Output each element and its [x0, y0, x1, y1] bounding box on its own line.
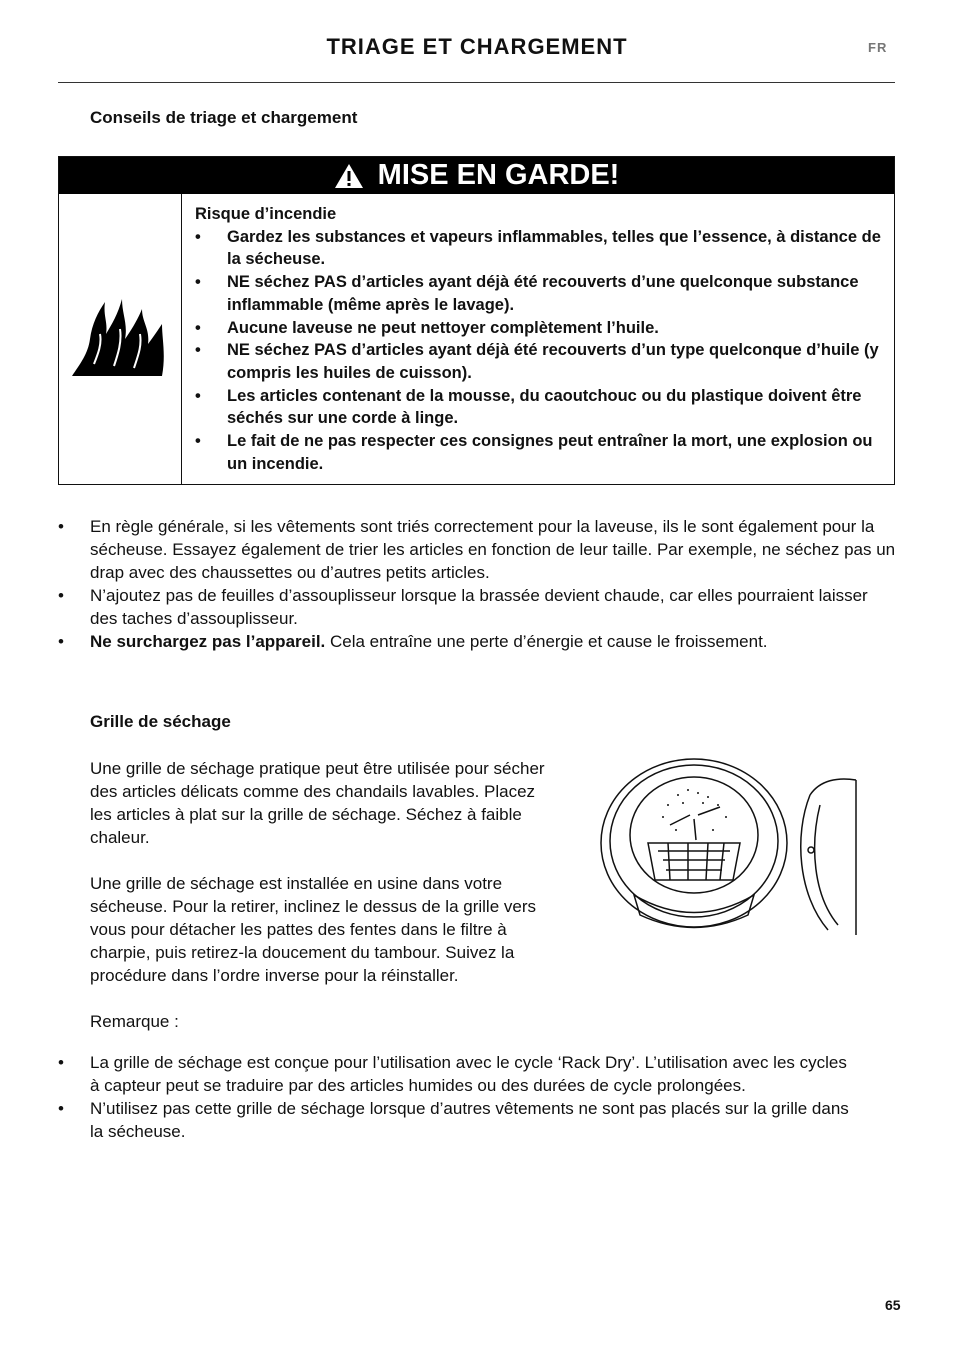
- tips-list: [58, 515, 898, 653]
- list-item: • NE séchez PAS d’articles ayant déjà été recouverts d’un type quelconque d’huile (y compris les huiles de cuisson).: [195, 339, 882, 384]
- list-item: [58, 630, 898, 653]
- section-heading: Conseils de triage et chargement: [90, 108, 358, 127]
- warning-content: [195, 203, 882, 475]
- list-item: • Les articles contenant de la mousse, du caoutchouc ou du plastique doivent être séchés sur une corde à linge.: [195, 385, 882, 430]
- warning-header: [59, 157, 894, 194]
- list-item: • Gardez les substances et vapeurs inflammables, telles que l’essence, à distance de la sécheuse.: [195, 226, 882, 271]
- paragraph: Une grille de séchage pratique peut être utilisée pour sécher des articles délicats comme des chandails lavables. Placez les articles à plat sur la grille de séchage. Séchez à faible chaleur.: [90, 759, 545, 847]
- dryer-rack-illustration: [598, 755, 858, 940]
- list-item: • N’ajoutez pas de feuilles d’assouplisseur lorsque la brassée devient chaude, car elles pourraient laisser des taches d’assouplisseur.: [58, 584, 898, 630]
- tip-text: Cela entraîne une perte d’énergie et cause le froissement.: [325, 632, 768, 651]
- fire-icon-cell: [59, 194, 182, 484]
- list-item: • Aucune laveuse ne peut nettoyer complètement l’huile.: [195, 317, 882, 340]
- warning-list: [195, 226, 882, 476]
- warning-box: [58, 156, 895, 485]
- list-item: • La grille de séchage est conçue pour l’utilisation avec le cycle ‘Rack Dry’. L’utilisation avec les cycles à capteur peut se traduire par des articles humides ou des durées de cycle prolongées.: [58, 1051, 858, 1097]
- note-label: Remarque :: [90, 1012, 179, 1031]
- language-label: FR: [868, 40, 888, 55]
- rack-description: [90, 757, 550, 1033]
- page-title: TRIAGE ET CHARGEMENT: [326, 34, 628, 59]
- paragraph: Une grille de séchage est installée en usine dans votre sécheuse. Pour la retirer, inclinez le dessus de la grille vers vous pour détacher les pattes des fentes dans le filtre à charpie, puis retirez-la doucement du tambour. Suivez la procédure dans l’ordre inverse pour la réinstaller.: [90, 874, 536, 985]
- warning-title: MISE EN GARDE!: [377, 159, 620, 191]
- header-divider: [58, 82, 895, 83]
- page-number: 65: [885, 1297, 901, 1313]
- warning-risk-label: Risque d’incendie: [195, 205, 337, 223]
- list-item: • En règle générale, si les vêtements sont triés correctement pour la laveuse, ils le sont également pour la sécheuse. Essayez également de trier les articles en fonction de leur taille. Par exemple, ne séchez pas un drap avec des chaussettes ou d’autres petits articles.: [58, 515, 898, 584]
- warning-triangle-icon: [334, 163, 364, 189]
- rack-heading: Grille de séchage: [90, 712, 231, 731]
- list-item: • N’utilisez pas cette grille de séchage lorsque d’autres vêtements ne sont pas placés sur la grille dans la sécheuse.: [58, 1097, 858, 1143]
- tip-bold: Ne surchargez pas l’appareil.: [90, 632, 326, 651]
- notes-list: [58, 1051, 858, 1143]
- list-item: • NE séchez PAS d’articles ayant déjà été recouverts d’une quelconque substance inflammable (même après le lavage).: [195, 271, 882, 316]
- list-item: • Le fait de ne pas respecter ces consignes peut entraîner la mort, une explosion ou un incendie.: [195, 430, 882, 475]
- fire-icon: [70, 294, 170, 384]
